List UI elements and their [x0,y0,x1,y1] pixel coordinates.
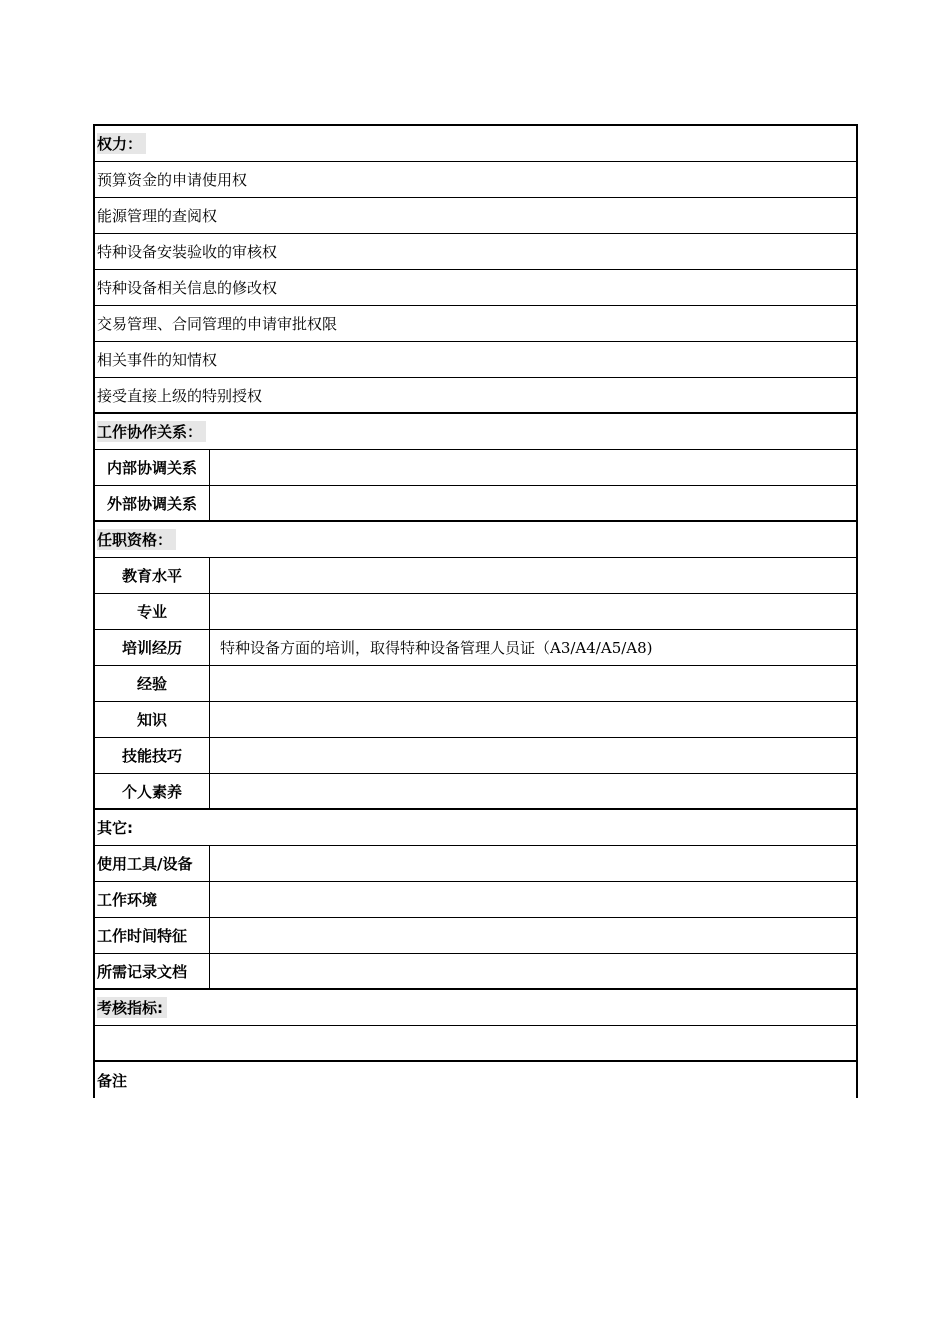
other-title: 其它: [97,819,133,837]
qualification-row [95,666,856,702]
other-row [95,846,856,882]
collaboration-row [95,486,856,522]
other-row [95,882,856,918]
collaboration-header-row [95,414,856,450]
power-item: 交易管理、合同管理的申请审批权限 [97,315,338,333]
qualification-row [95,738,856,774]
education-label: 教育水平 [95,558,210,593]
kpi-title: 考核指标: [95,990,856,1025]
power-item-row [95,342,856,378]
environment-value [210,882,856,917]
training-value: 特种设备方面的培训，取得特种设备管理人员证（A3/A4/A5/A8) [220,639,653,657]
remarks-row [95,1062,856,1098]
environment-label: 工作环境 [95,882,210,917]
qualification-row [95,594,856,630]
power-item: 特种设备相关信息的修改权 [97,279,278,297]
kpi-value [95,1026,856,1060]
other-row [95,918,856,954]
power-item: 特种设备安装验收的审核权 [97,243,278,261]
powers-title: 权力： [95,126,856,161]
training-label: 培训经历 [95,630,210,665]
qualification-header-row [95,522,856,558]
collaboration-title: 工作协作关系： [95,414,856,449]
internal-coordination-label: 内部协调关系 [95,450,210,485]
kpi-header-row [95,990,856,1026]
work-time-value [210,918,856,953]
power-item: 能源管理的查阅权 [97,207,218,225]
tools-label: 使用工具/设备 [95,846,210,881]
experience-label: 经验 [95,666,210,701]
qualification-row [95,630,856,666]
records-label: 所需记录文档 [95,954,210,988]
power-item-row [95,378,856,414]
qualification-row [95,702,856,738]
skills-label: 技能技巧 [95,738,210,773]
internal-coordination-value [210,450,856,485]
external-coordination-value [210,486,856,520]
records-value [210,954,856,988]
power-item: 接受直接上级的特别授权 [97,386,263,405]
collaboration-row [95,450,856,486]
experience-value [210,666,856,701]
qualification-row [95,558,856,594]
power-item-row [95,234,856,270]
other-row [95,954,856,990]
qualification-row [95,774,856,810]
major-label: 专业 [95,594,210,629]
remarks-title: 备注 [97,1071,128,1090]
power-item: 相关事件的知情权 [97,351,218,369]
kpi-value-row [95,1026,856,1062]
personal-quality-label: 个人素养 [95,774,210,808]
education-value [210,558,856,593]
qualification-title: 任职资格： [95,522,856,557]
powers-header-row [95,126,856,162]
knowledge-label: 知识 [95,702,210,737]
power-item-row [95,162,856,198]
other-header-row [95,810,856,846]
power-item-row [95,306,856,342]
tools-value [210,846,856,881]
external-coordination-label: 外部协调关系 [95,486,210,520]
power-item-row [95,198,856,234]
major-value [210,594,856,629]
skills-value [210,738,856,773]
work-time-label: 工作时间特征 [95,918,210,953]
power-item-row [95,270,856,306]
power-item: 预算资金的申请使用权 [97,171,248,189]
job-description-table [93,124,858,1098]
knowledge-value [210,702,856,737]
personal-quality-value [210,774,856,808]
